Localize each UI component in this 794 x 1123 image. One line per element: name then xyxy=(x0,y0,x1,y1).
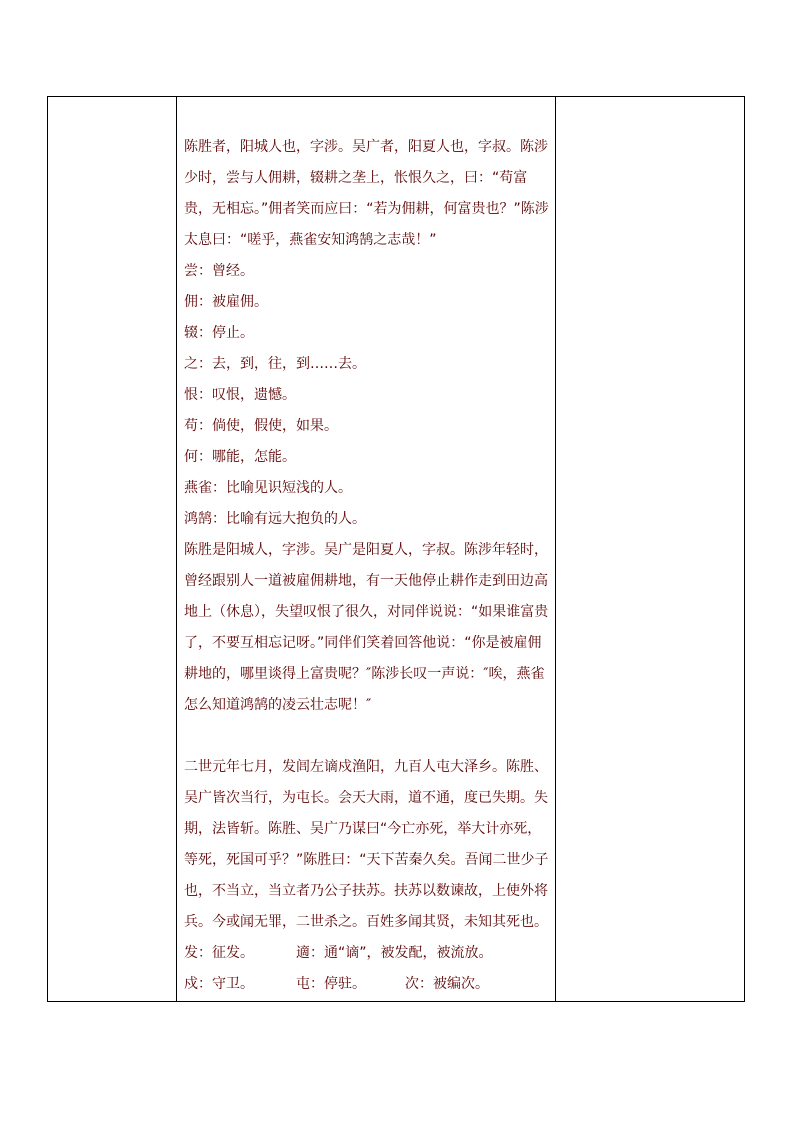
left-column-cell xyxy=(48,97,177,1002)
note-inline: 戍：守卫。 xyxy=(184,976,254,992)
note-line: 恨：叹恨，遗憾。 xyxy=(184,387,296,403)
text-column-cell xyxy=(177,97,556,1002)
original-text-paragraph-1: 陈胜者，阳城人也，字涉。吴广者，阳夏人也，字叔。陈涉少时，尝与人佣耕，辍耕之垄上，怅恨久之，曰：“苟富贵，无相忘。”佣者笑而应曰：“若为佣耕，何富贵也？”陈涉太息曰：“嗟乎，燕雀安知鸿鹄之志哉！” xyxy=(184,139,549,248)
right-column-cell xyxy=(556,97,745,1002)
table-row xyxy=(48,97,745,1002)
note-line: 苟：倘使，假使，如果。 xyxy=(184,418,338,434)
note-line: 何：哪能，怎能。 xyxy=(184,449,296,465)
blank-line xyxy=(184,721,551,752)
note-line: 辍：停止。 xyxy=(184,325,254,341)
note-line: 燕雀：比喻见识短浅的人。 xyxy=(184,480,352,496)
notes-row-2 xyxy=(184,969,551,1000)
notes-row-1 xyxy=(184,938,551,969)
note-line: 佣：被雇佣。 xyxy=(184,294,268,310)
note-line: 之：去，到，往，到……去。 xyxy=(184,356,366,372)
note-inline: 屯：停驻。 xyxy=(296,976,366,992)
note-inline: 適：通“谪”，被发配，被流放。 xyxy=(296,945,493,961)
note-inline: 次：被编次。 xyxy=(405,976,489,992)
note-line: 鸿鹄：比喻有远大抱负的人。 xyxy=(184,511,366,527)
translation-paragraph-1: 陈胜是阳城人，字涉。吴广是阳夏人，字叔。陈涉年轻时，曾经跟别人一道被雇佣耕地，有一天他停止耕作走到田边高地上（休息），失望叹恨了很久，对同伴说说：“如果谁富贵了，不要互相忘记呀。”同伴们笑着回答他说：“你是被雇佣耕地的，哪里谈得上富贵呢？″陈涉长叹一声说：″唉，燕雀怎么知道鸿鹄的凌云壮志呢！″ xyxy=(184,542,549,713)
note-line: 尝：曾经。 xyxy=(184,263,254,279)
lesson-table xyxy=(47,96,745,1002)
note-inline: 发：征发。 xyxy=(184,945,254,961)
original-text-paragraph-2: 二世元年七月，发闾左谪戍渔阳，九百人屯大泽乡。陈胜、吴广皆次当行，为屯长。会天大雨，道不通，度已失期。失期，法皆斩。陈胜、吴广乃谋曰“今亡亦死，举大计亦死，等死，死国可乎？”陈胜曰：“天下苦秦久矣。吾闻二世少子也，不当立，当立者乃公子扶苏。扶苏以数谏故，上使外将兵。今或闻无罪，二世杀之。百姓多闻其贤，未知其死也。 xyxy=(184,759,549,930)
text-content xyxy=(177,97,555,1000)
